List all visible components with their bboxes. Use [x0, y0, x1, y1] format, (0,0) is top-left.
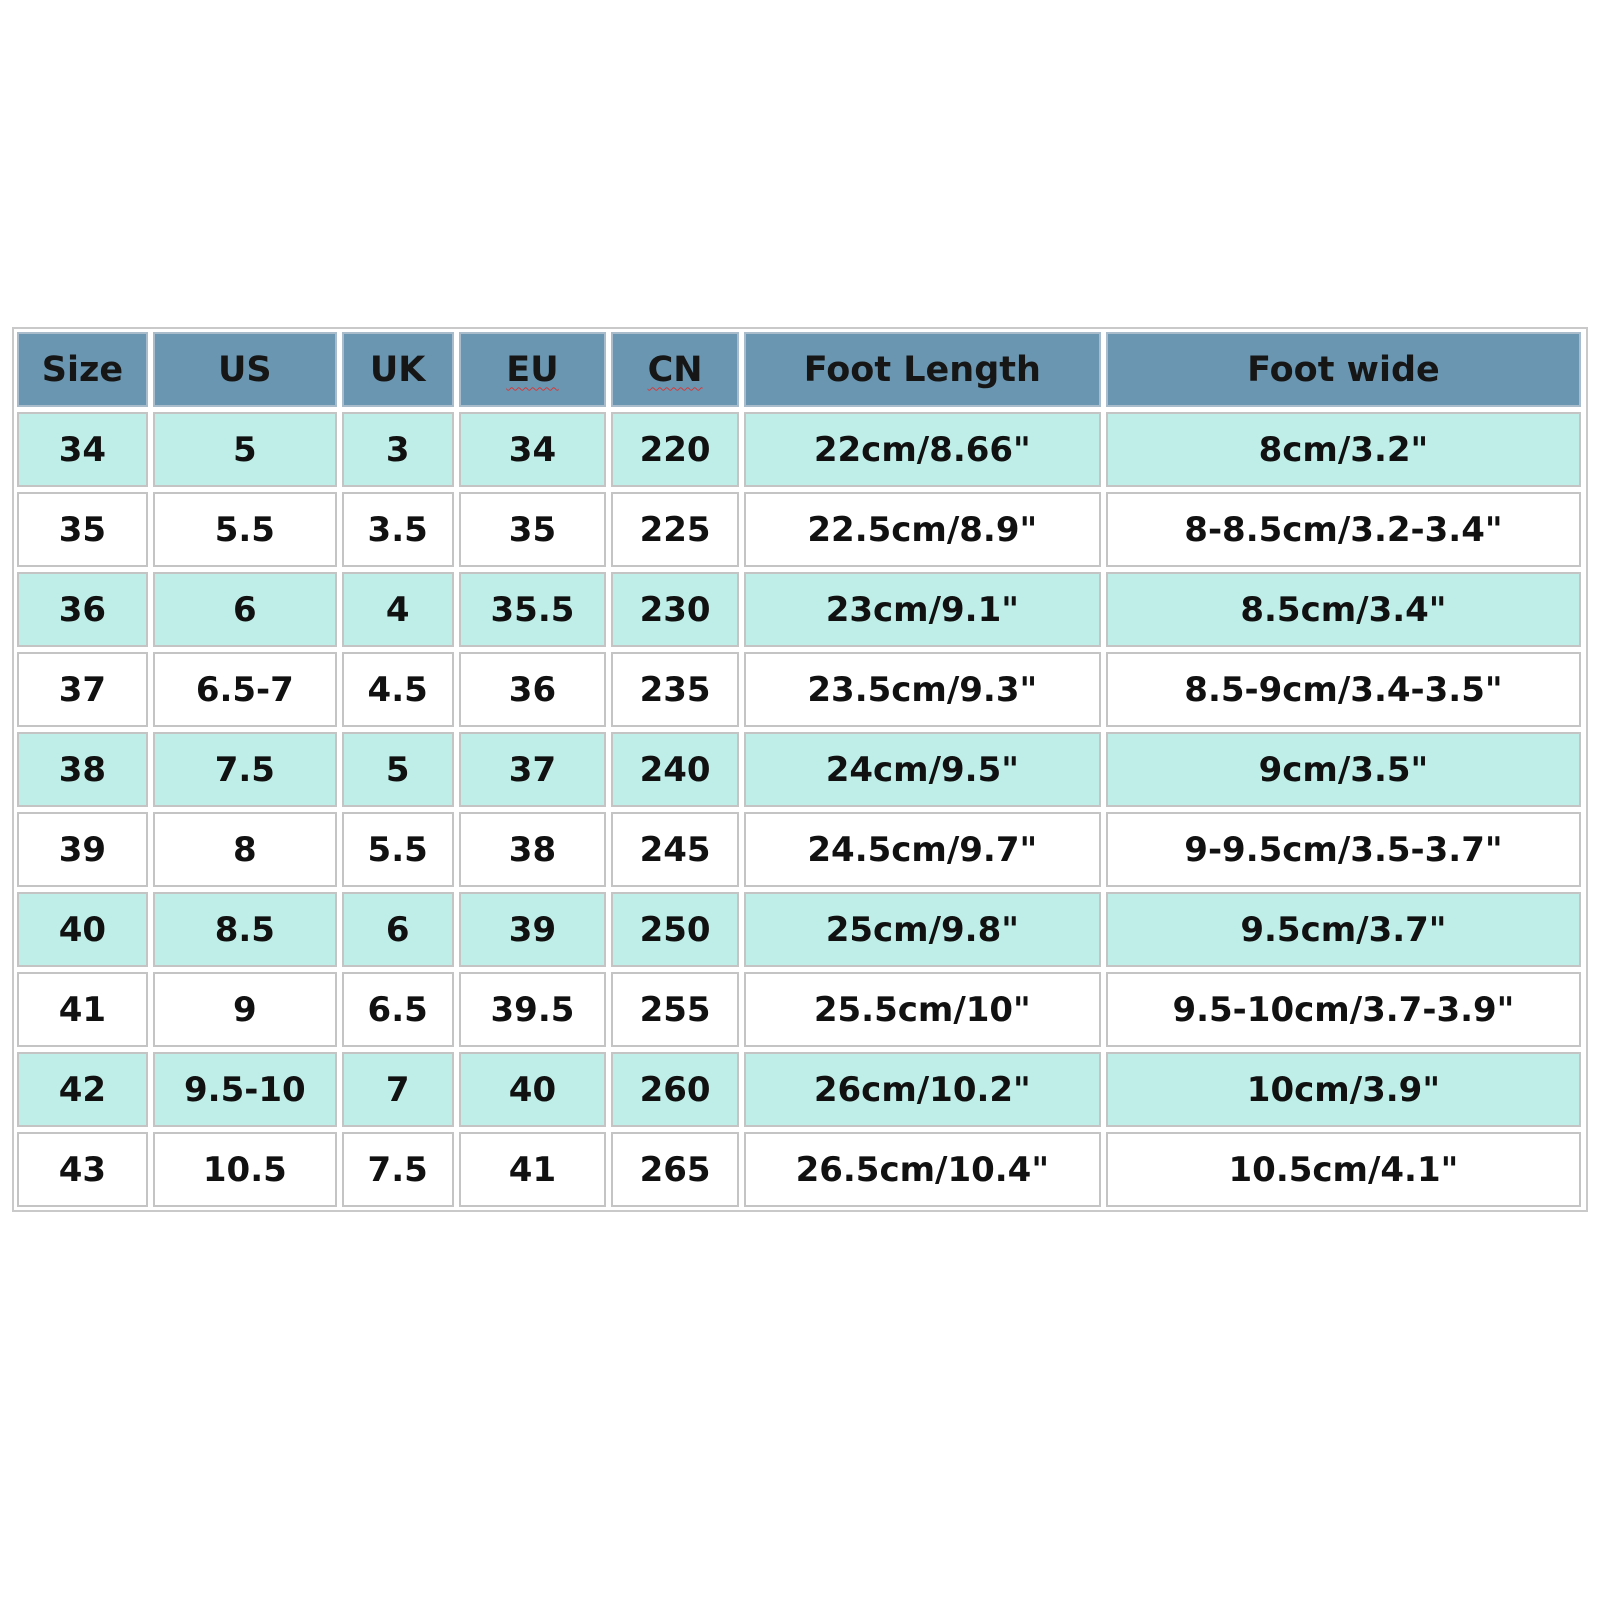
cell-uk: 6 — [342, 892, 454, 967]
cell-size: 42 — [17, 1052, 148, 1127]
cell-eu: 39.5 — [459, 972, 607, 1047]
cell-eu: 39 — [459, 892, 607, 967]
cell-us: 8 — [153, 812, 337, 887]
cell-uk: 5 — [342, 732, 454, 807]
cell-size: 34 — [17, 412, 148, 487]
cell-eu: 40 — [459, 1052, 607, 1127]
column-header-us: US — [153, 332, 337, 407]
cell-size: 41 — [17, 972, 148, 1047]
cell-us: 9.5-10 — [153, 1052, 337, 1127]
cell-us: 10.5 — [153, 1132, 337, 1207]
cell-foot-wide: 8-8.5cm/3.2-3.4" — [1106, 492, 1581, 567]
cell-foot-length: 22cm/8.66" — [744, 412, 1101, 487]
cell-cn: 235 — [611, 652, 738, 727]
cell-cn: 240 — [611, 732, 738, 807]
cell-cn: 220 — [611, 412, 738, 487]
table-row — [17, 572, 1581, 647]
table-row — [17, 812, 1581, 887]
column-header-cn-label: CN — [647, 349, 703, 390]
cell-eu: 35 — [459, 492, 607, 567]
cell-foot-length: 23cm/9.1" — [744, 572, 1101, 647]
cell-foot-length: 24cm/9.5" — [744, 732, 1101, 807]
cell-foot-length: 25.5cm/10" — [744, 972, 1101, 1047]
column-header-cn — [611, 332, 738, 407]
cell-size: 39 — [17, 812, 148, 887]
column-header-size: Size — [17, 332, 148, 407]
table-row — [17, 412, 1581, 487]
cell-size: 40 — [17, 892, 148, 967]
table-row — [17, 1132, 1581, 1207]
table-row — [17, 972, 1581, 1047]
cell-cn: 230 — [611, 572, 738, 647]
cell-foot-wide: 9.5cm/3.7" — [1106, 892, 1581, 967]
cell-size: 36 — [17, 572, 148, 647]
size-chart-frame — [12, 327, 1588, 1212]
cell-foot-length: 22.5cm/8.9" — [744, 492, 1101, 567]
cell-foot-wide: 8cm/3.2" — [1106, 412, 1581, 487]
cell-foot-length: 24.5cm/9.7" — [744, 812, 1101, 887]
cell-foot-length: 25cm/9.8" — [744, 892, 1101, 967]
cell-us: 5 — [153, 412, 337, 487]
cell-uk: 4.5 — [342, 652, 454, 727]
table-row — [17, 652, 1581, 727]
cell-size: 37 — [17, 652, 148, 727]
cell-size: 35 — [17, 492, 148, 567]
cell-uk: 4 — [342, 572, 454, 647]
cell-cn: 245 — [611, 812, 738, 887]
table-row — [17, 492, 1581, 567]
cell-uk: 6.5 — [342, 972, 454, 1047]
cell-foot-wide: 10cm/3.9" — [1106, 1052, 1581, 1127]
cell-uk: 5.5 — [342, 812, 454, 887]
cell-eu: 34 — [459, 412, 607, 487]
cell-eu: 35.5 — [459, 572, 607, 647]
cell-us: 5.5 — [153, 492, 337, 567]
cell-uk: 7 — [342, 1052, 454, 1127]
cell-cn: 260 — [611, 1052, 738, 1127]
cell-cn: 265 — [611, 1132, 738, 1207]
cell-uk: 3.5 — [342, 492, 454, 567]
column-header-uk: UK — [342, 332, 454, 407]
table-row — [17, 732, 1581, 807]
table-header-row — [17, 332, 1581, 407]
cell-foot-wide: 8.5-9cm/3.4-3.5" — [1106, 652, 1581, 727]
cell-cn: 250 — [611, 892, 738, 967]
size-chart-table — [12, 327, 1586, 1212]
cell-us: 9 — [153, 972, 337, 1047]
cell-foot-length: 26.5cm/10.4" — [744, 1132, 1101, 1207]
cell-us: 6.5-7 — [153, 652, 337, 727]
cell-foot-wide: 9.5-10cm/3.7-3.9" — [1106, 972, 1581, 1047]
cell-foot-wide: 9cm/3.5" — [1106, 732, 1581, 807]
cell-foot-wide: 10.5cm/4.1" — [1106, 1132, 1581, 1207]
cell-us: 6 — [153, 572, 337, 647]
cell-us: 7.5 — [153, 732, 337, 807]
column-header-eu-label: EU — [506, 349, 559, 390]
cell-cn: 255 — [611, 972, 738, 1047]
cell-eu: 37 — [459, 732, 607, 807]
column-header-foot-length: Foot Length — [744, 332, 1101, 407]
cell-eu: 38 — [459, 812, 607, 887]
cell-size: 38 — [17, 732, 148, 807]
cell-foot-length: 23.5cm/9.3" — [744, 652, 1101, 727]
cell-uk: 3 — [342, 412, 454, 487]
cell-uk: 7.5 — [342, 1132, 454, 1207]
cell-foot-wide: 8.5cm/3.4" — [1106, 572, 1581, 647]
column-header-eu — [459, 332, 607, 407]
cell-eu: 36 — [459, 652, 607, 727]
column-header-foot-wide: Foot wide — [1106, 332, 1581, 407]
cell-eu: 41 — [459, 1132, 607, 1207]
cell-cn: 225 — [611, 492, 738, 567]
cell-us: 8.5 — [153, 892, 337, 967]
cell-foot-wide: 9-9.5cm/3.5-3.7" — [1106, 812, 1581, 887]
table-row — [17, 1052, 1581, 1127]
table-row — [17, 892, 1581, 967]
cell-size: 43 — [17, 1132, 148, 1207]
cell-foot-length: 26cm/10.2" — [744, 1052, 1101, 1127]
